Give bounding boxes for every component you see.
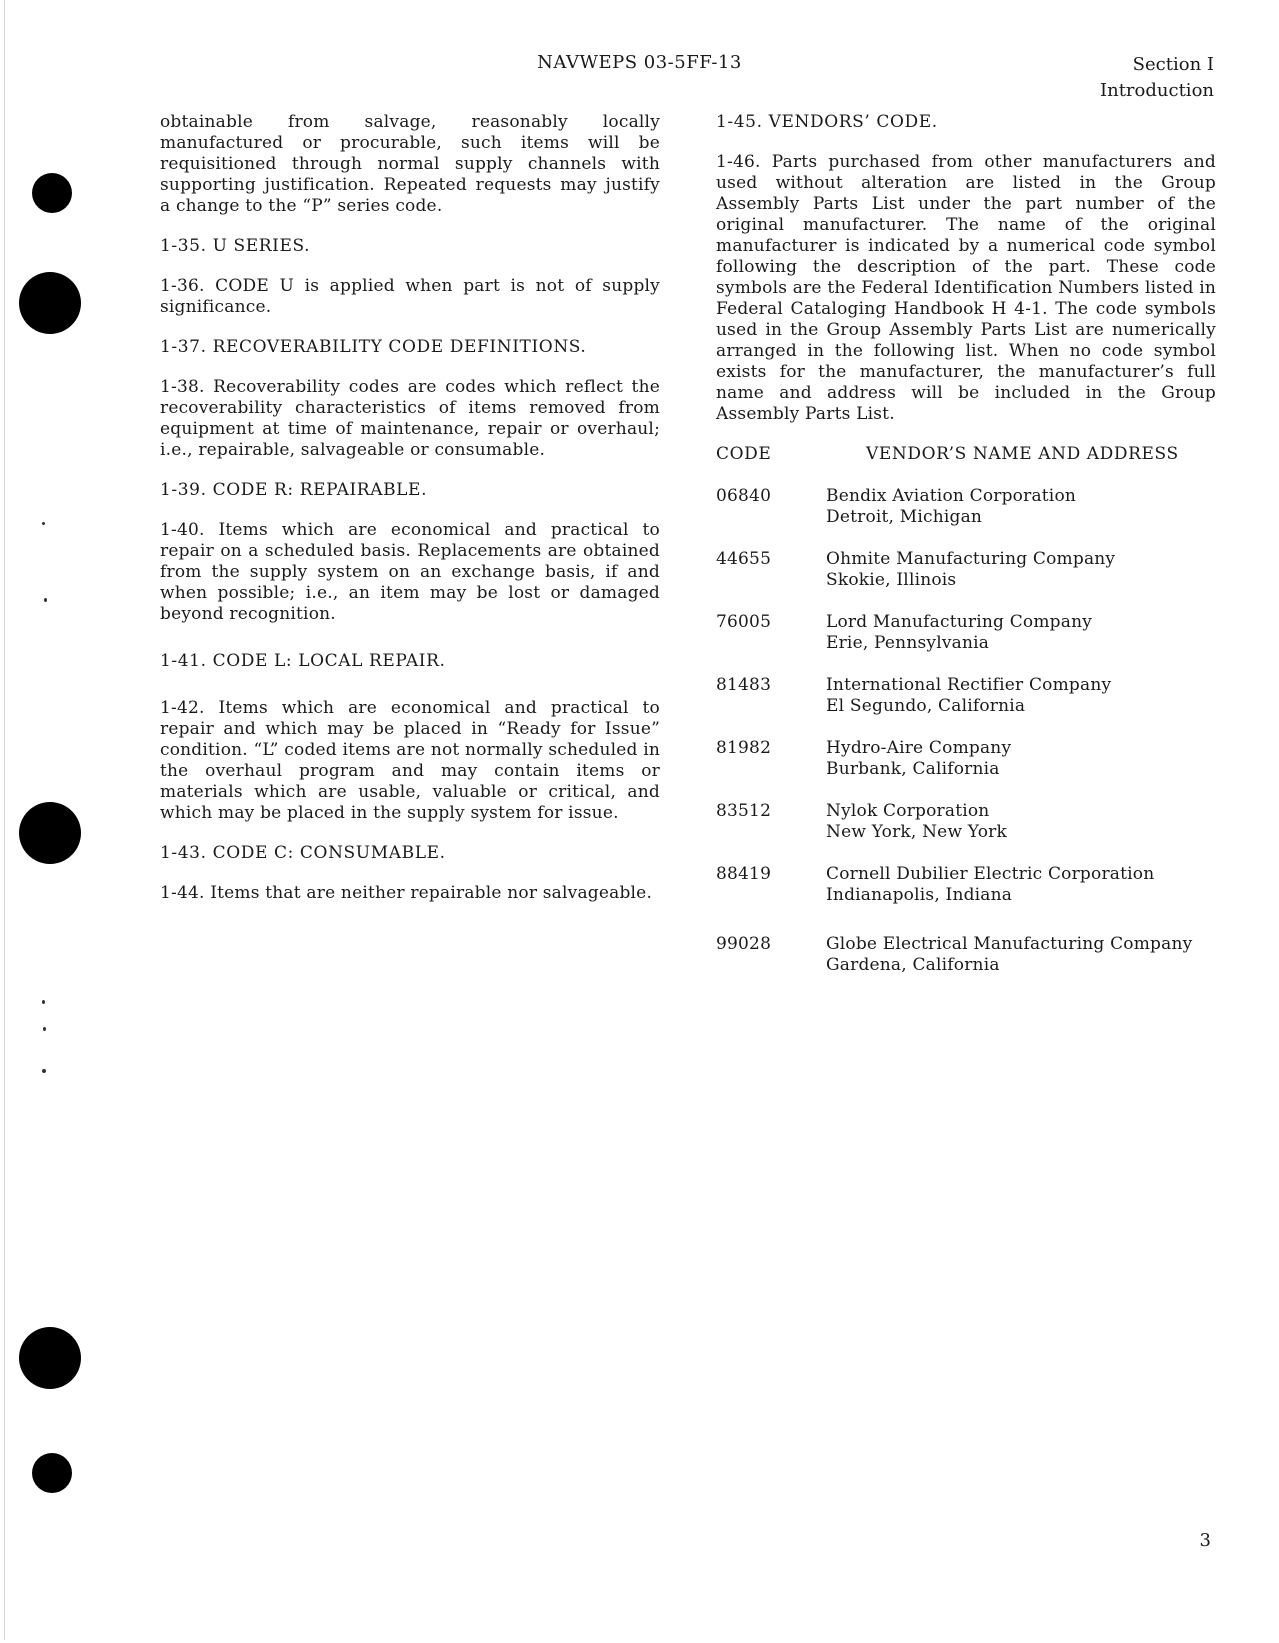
paragraph: obtainable from salvage, reasonably locally manufactured or procurable, such items will be requisitioned through normal supply channels with supporting justification. Repeated requests may justify a change to the “P” series code.: [160, 112, 660, 216]
section-heading: 1-41. CODE L: LOCAL REPAIR.: [160, 651, 446, 671]
paragraph: 1-36. CODE U is applied when part is not of supply significance.: [160, 276, 660, 317]
vendor-name: Ohmite Manufacturing Company: [826, 549, 1116, 569]
vendor-name: Bendix Aviation Corporation: [826, 486, 1077, 506]
page-number: 3: [1199, 1530, 1211, 1551]
paragraph: 1-40. Items which are economical and practical to repair on a scheduled basis. Replacements are obtained from the supply system on an exchange basis, if and when possible; i.e., an item may be lost or damaged beyond recognition.: [160, 520, 660, 624]
paragraph: 1-42. Items which are economical and practical to repair and which may be placed in “Ready for Issue” condition. “L” coded items are not normally scheduled in the overhaul program and may contain items or materials which are usable, valuable or critical, and which may be placed in the supply system for issue.: [160, 698, 660, 823]
vendor-entry: [826, 612, 1216, 654]
vendor-address: El Segundo, California: [826, 696, 1026, 716]
vendor-entry: [826, 549, 1216, 591]
vendor-entry: [826, 801, 1216, 843]
vendor-code: 06840: [716, 486, 772, 506]
paragraph: 1-44. Items that are neither repairable nor salvageable.: [160, 883, 653, 903]
vendor-address: Burbank, California: [826, 759, 1000, 779]
vendor-code: 83512: [716, 801, 772, 821]
binder-hole: [32, 1453, 72, 1493]
vendor-name: International Rectifier Company: [826, 675, 1112, 695]
vendor-entry: [826, 864, 1216, 906]
right-column: [716, 112, 1216, 976]
left-column: [160, 112, 660, 904]
vendor-table-header: [716, 444, 1216, 465]
scan-speck: [42, 522, 45, 525]
vendor-code: 81982: [716, 738, 772, 758]
paragraph: 1-38. Recoverability codes are codes which reflect the recoverability characteristics of items removed from equipment at time of maintenance, repair or overhaul; i.e., repairable, salvageable or consumable.: [160, 377, 660, 460]
vendor-name: Hydro-Aire Company: [826, 738, 1012, 758]
section-heading: 1-43. CODE C: CONSUMABLE.: [160, 843, 446, 863]
vendor-entry: [826, 738, 1216, 780]
scan-speck: [43, 1027, 46, 1031]
vendor-row: [716, 612, 1216, 654]
vendor-code: 99028: [716, 934, 772, 954]
vendor-address: Indianapolis, Indiana: [826, 885, 1013, 905]
section-heading: 1-35. U SERIES.: [160, 236, 311, 256]
vendor-row: [716, 801, 1216, 843]
paragraph: 1-46. Parts purchased from other manufacturers and used without alteration are listed in the Group Assembly Parts List under the part number of the original manufacturer. The name of the original manufacturer is indicated by a numerical code symbol following the description of the part. These code symbols are the Federal Identification Numbers listed in Federal Cataloging Handbook H 4-1. The code symbols used in the Group Assembly Parts List are numerically arranged in the following list. When no code symbol exists for the manufacturer, the manufacturer’s full name and address will be included in the Group Assembly Parts List.: [716, 152, 1216, 424]
document-number: NAVWEPS 03-5FF-13: [537, 52, 742, 73]
binder-hole: [32, 173, 72, 213]
vendor-row: [716, 675, 1216, 717]
section-title: Introduction: [1100, 80, 1214, 101]
vendor-address: New York, New York: [826, 822, 1008, 842]
vendor-name: Nylok Corporation: [826, 801, 990, 821]
vendor-name: Lord Manufacturing Company: [826, 612, 1093, 632]
column-header-code: CODE: [716, 444, 772, 464]
vendor-address: Skokie, Illinois: [826, 570, 957, 590]
vendor-address: Gardena, California: [826, 955, 1000, 975]
vendor-code: 81483: [716, 675, 772, 695]
scan-speck: [42, 1069, 46, 1073]
vendor-entry: [826, 675, 1216, 717]
section-heading: 1-37. RECOVERABILITY CODE DEFINITIONS.: [160, 337, 587, 357]
vendor-row: [716, 864, 1216, 906]
vendor-row: [716, 486, 1216, 528]
vendor-name: Cornell Dubilier Electric Corporation: [826, 864, 1155, 884]
binder-hole: [19, 272, 81, 334]
vendor-row: [716, 934, 1216, 976]
vendor-code: 76005: [716, 612, 772, 632]
section-heading: 1-45. VENDORS’ CODE.: [716, 112, 938, 132]
vendor-address: Detroit, Michigan: [826, 507, 983, 527]
vendor-row: [716, 738, 1216, 780]
vendor-row: [716, 549, 1216, 591]
vendor-address: Erie, Pennsylvania: [826, 633, 990, 653]
section-label: Section I: [1132, 54, 1214, 75]
binder-hole: [19, 802, 81, 864]
scan-speck: [44, 598, 47, 602]
vendor-code: 88419: [716, 864, 772, 884]
section-header: [1100, 52, 1214, 104]
vendor-entry: [826, 934, 1216, 976]
vendor-name: Globe Electrical Manufacturing Company: [826, 934, 1193, 954]
section-heading: 1-39. CODE R: REPAIRABLE.: [160, 480, 428, 500]
scan-speck: [42, 1000, 45, 1004]
column-header-vendor: VENDOR’S NAME AND ADDRESS: [866, 444, 1179, 464]
vendor-entry: [826, 486, 1216, 528]
vendor-code: 44655: [716, 549, 772, 569]
binder-hole: [19, 1327, 81, 1389]
